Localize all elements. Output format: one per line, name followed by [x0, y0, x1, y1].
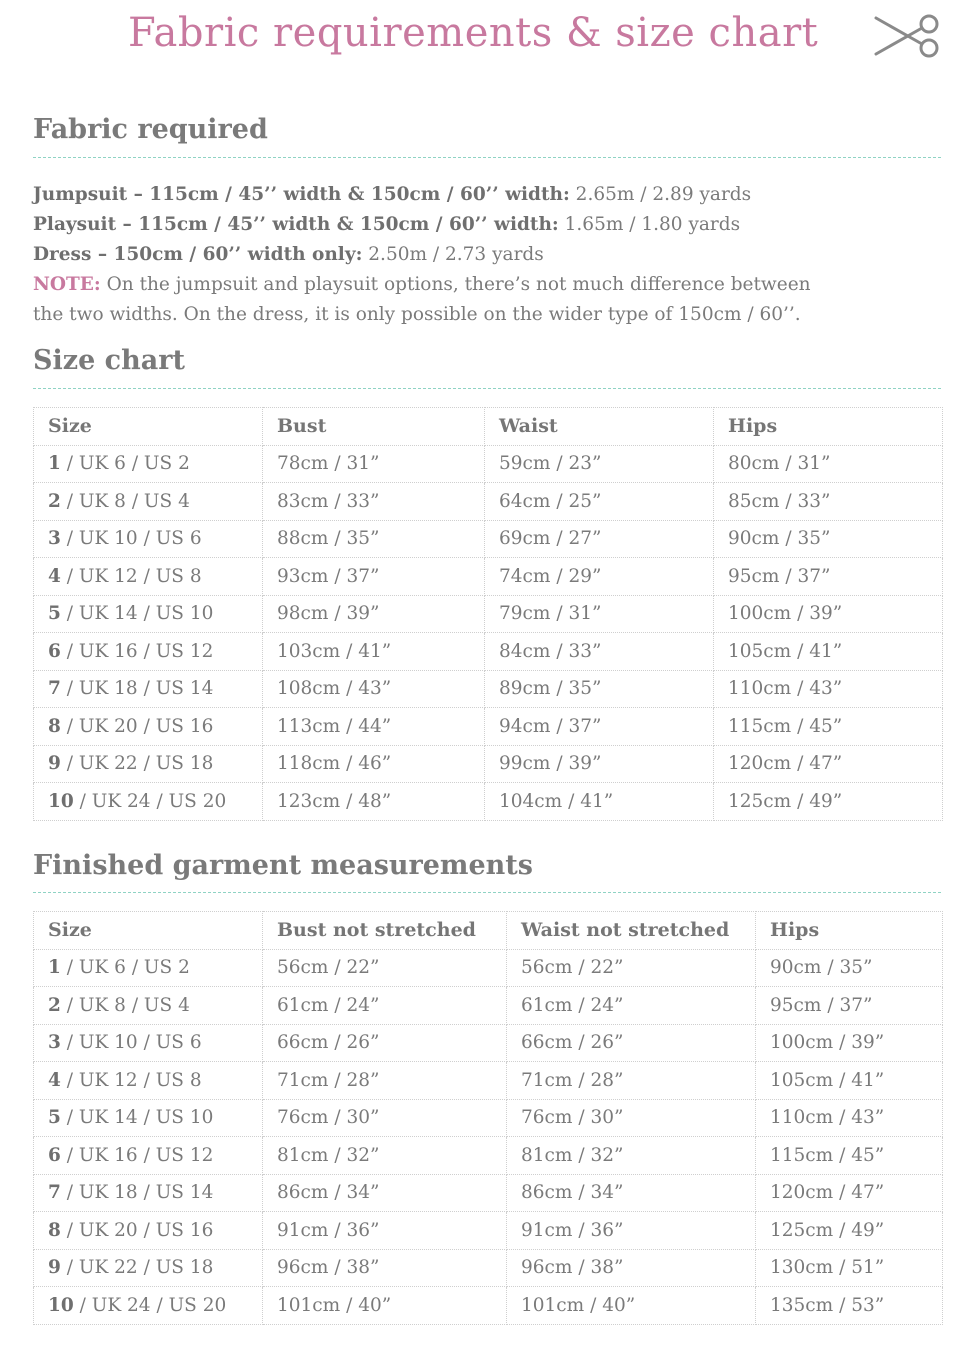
- size-cell: [34, 1062, 263, 1100]
- size-cell: [34, 483, 263, 521]
- size-equivalents: / UK 24 / US 20: [73, 1294, 227, 1316]
- size-equivalents: / UK 16 / US 12: [60, 640, 214, 662]
- waist-cell: 64cm / 25”: [485, 483, 714, 521]
- bust-cell: 108cm / 43”: [263, 670, 485, 708]
- bust-cell: 93cm / 37”: [263, 558, 485, 596]
- hips-cell: 120cm / 47”: [714, 745, 943, 783]
- note-line: [33, 270, 943, 300]
- size-number: 2: [48, 490, 61, 512]
- size-cell: [34, 558, 263, 596]
- size-cell: [34, 708, 263, 746]
- fabric-requirements-text: [33, 180, 943, 330]
- column-header-bust-not-stretched: Bust not stretched: [263, 912, 507, 950]
- size-equivalents: / UK 20 / US 16: [60, 715, 214, 737]
- size-cell: [34, 949, 263, 987]
- waist-cell: 59cm / 23”: [485, 445, 714, 483]
- page-title: Fabric requirements & size chart: [128, 10, 819, 56]
- size-number: 6: [48, 640, 61, 662]
- waist-cell: 99cm / 39”: [485, 745, 714, 783]
- size-cell: [34, 595, 263, 633]
- bust-cell: 81cm / 32”: [263, 1137, 507, 1175]
- size-number: 9: [48, 1257, 61, 1279]
- bust-cell: 83cm / 33”: [263, 483, 485, 521]
- waist-cell: 84cm / 33”: [485, 633, 714, 671]
- size-cell: [34, 520, 263, 558]
- waist-cell: 79cm / 31”: [485, 595, 714, 633]
- bust-cell: 113cm / 44”: [263, 708, 485, 746]
- size-cell: [34, 1137, 263, 1175]
- hips-cell: 130cm / 51”: [756, 1249, 943, 1287]
- bust-cell: 76cm / 30”: [263, 1099, 507, 1137]
- table-row: [34, 1062, 943, 1100]
- size-equivalents: / UK 24 / US 20: [73, 790, 227, 812]
- waist-cell: 104cm / 41”: [485, 783, 714, 821]
- size-number: 3: [48, 1032, 61, 1054]
- size-number: 5: [48, 1107, 61, 1129]
- bust-cell: 118cm / 46”: [263, 745, 485, 783]
- hips-cell: 90cm / 35”: [756, 949, 943, 987]
- hips-cell: 105cm / 41”: [714, 633, 943, 671]
- size-number: 7: [48, 1182, 61, 1204]
- waist-cell: 56cm / 22”: [507, 949, 756, 987]
- size-number: 4: [48, 565, 61, 587]
- waist-cell: 91cm / 36”: [507, 1212, 756, 1250]
- table-row: [34, 1212, 943, 1250]
- size-number: 1: [48, 453, 61, 475]
- size-number: 8: [48, 715, 61, 737]
- hips-cell: 120cm / 47”: [756, 1174, 943, 1212]
- table-row: [34, 1137, 943, 1175]
- hips-cell: 115cm / 45”: [756, 1137, 943, 1175]
- table-row: [34, 520, 943, 558]
- hips-cell: 135cm / 53”: [756, 1287, 943, 1325]
- size-equivalents: / UK 10 / US 6: [60, 528, 202, 550]
- size-equivalents: / UK 14 / US 10: [60, 1107, 214, 1129]
- table-header-row: [34, 912, 943, 950]
- fabric-line-label: Jumpsuit – 115cm / 45’’ width & 150cm / 60’’ width:: [33, 184, 570, 205]
- waist-cell: 81cm / 32”: [507, 1137, 756, 1175]
- fabric-line-label: Dress – 150cm / 60’’ width only:: [33, 244, 363, 265]
- bust-cell: 91cm / 36”: [263, 1212, 507, 1250]
- bust-cell: 61cm / 24”: [263, 987, 507, 1025]
- fabric-required-heading: Fabric required: [33, 114, 268, 145]
- size-number: 6: [48, 1144, 61, 1166]
- fabric-line-value: 1.65m / 1.80 yards: [558, 214, 741, 235]
- table-row: [34, 745, 943, 783]
- fabric-line-value: 2.50m / 2.73 yards: [362, 244, 544, 265]
- bust-cell: 66cm / 26”: [263, 1024, 507, 1062]
- hips-cell: 95cm / 37”: [756, 987, 943, 1025]
- hips-cell: 105cm / 41”: [756, 1062, 943, 1100]
- hips-cell: 125cm / 49”: [714, 783, 943, 821]
- size-cell: [34, 1099, 263, 1137]
- table-row: [34, 445, 943, 483]
- section-divider: [33, 388, 941, 389]
- table-row: [34, 708, 943, 746]
- column-header-bust: Bust: [263, 408, 485, 446]
- table-header-row: [34, 408, 943, 446]
- column-header-hips: Hips: [714, 408, 943, 446]
- column-header-size: Size: [34, 408, 263, 446]
- hips-cell: 100cm / 39”: [756, 1024, 943, 1062]
- size-equivalents: / UK 12 / US 8: [60, 1069, 202, 1091]
- bust-cell: 98cm / 39”: [263, 595, 485, 633]
- size-number: 8: [48, 1219, 61, 1241]
- table-row: [34, 783, 943, 821]
- size-number: 9: [48, 753, 61, 775]
- size-number: 3: [48, 528, 61, 550]
- table-row: [34, 670, 943, 708]
- size-number: 2: [48, 994, 61, 1016]
- section-divider: [33, 892, 941, 893]
- column-header-hips: Hips: [756, 912, 943, 950]
- table-row: [34, 1024, 943, 1062]
- table-row: [34, 1249, 943, 1287]
- fabric-line-value: 2.65m / 2.89 yards: [569, 184, 752, 205]
- table-row: [34, 1099, 943, 1137]
- size-equivalents: / UK 22 / US 18: [60, 753, 214, 775]
- scissors-icon: [872, 12, 942, 60]
- hips-cell: 80cm / 31”: [714, 445, 943, 483]
- fabric-line-playsuit: [33, 210, 943, 240]
- size-number: 7: [48, 678, 61, 700]
- waist-cell: 86cm / 34”: [507, 1174, 756, 1212]
- size-cell: [34, 633, 263, 671]
- column-header-waist-not-stretched: Waist not stretched: [507, 912, 756, 950]
- table-row: [34, 558, 943, 596]
- size-cell: [34, 1174, 263, 1212]
- hips-cell: 110cm / 43”: [756, 1099, 943, 1137]
- bust-cell: 101cm / 40”: [263, 1287, 507, 1325]
- table-row: [34, 1174, 943, 1212]
- size-cell: [34, 987, 263, 1025]
- size-cell: [34, 783, 263, 821]
- size-equivalents: / UK 18 / US 14: [60, 1182, 214, 1204]
- size-equivalents: / UK 16 / US 12: [60, 1144, 214, 1166]
- size-cell: [34, 745, 263, 783]
- table-row: [34, 949, 943, 987]
- waist-cell: 61cm / 24”: [507, 987, 756, 1025]
- size-chart-table: [33, 407, 943, 821]
- table-row: [34, 1287, 943, 1325]
- fabric-line-dress: [33, 240, 943, 270]
- size-equivalents: / UK 8 / US 4: [60, 994, 190, 1016]
- waist-cell: 69cm / 27”: [485, 520, 714, 558]
- bust-cell: 71cm / 28”: [263, 1062, 507, 1100]
- waist-cell: 96cm / 38”: [507, 1249, 756, 1287]
- size-cell: [34, 1249, 263, 1287]
- fabric-line-label: Playsuit – 115cm / 45’’ width & 150cm / 60’’ width:: [33, 214, 559, 235]
- table-row: [34, 483, 943, 521]
- size-number: 5: [48, 603, 61, 625]
- section-divider: [33, 157, 941, 158]
- size-equivalents: / UK 8 / US 4: [60, 490, 190, 512]
- size-cell: [34, 670, 263, 708]
- hips-cell: 115cm / 45”: [714, 708, 943, 746]
- size-equivalents: / UK 18 / US 14: [60, 678, 214, 700]
- hips-cell: 110cm / 43”: [714, 670, 943, 708]
- table-row: [34, 633, 943, 671]
- size-number: 10: [48, 1294, 74, 1316]
- waist-cell: 89cm / 35”: [485, 670, 714, 708]
- bust-cell: 103cm / 41”: [263, 633, 485, 671]
- note-text: On the jumpsuit and playsuit options, there’s not much difference between: [100, 274, 811, 295]
- waist-cell: 101cm / 40”: [507, 1287, 756, 1325]
- column-header-size: Size: [34, 912, 263, 950]
- table-row: [34, 595, 943, 633]
- hips-cell: 90cm / 35”: [714, 520, 943, 558]
- waist-cell: 74cm / 29”: [485, 558, 714, 596]
- waist-cell: 66cm / 26”: [507, 1024, 756, 1062]
- fabric-line-jumpsuit: [33, 180, 943, 210]
- bust-cell: 88cm / 35”: [263, 520, 485, 558]
- size-chart-heading: Size chart: [33, 345, 185, 376]
- hips-cell: 100cm / 39”: [714, 595, 943, 633]
- table-row: [34, 987, 943, 1025]
- note-label: NOTE:: [33, 274, 101, 295]
- size-equivalents: / UK 12 / US 8: [60, 565, 202, 587]
- size-cell: [34, 445, 263, 483]
- waist-cell: 76cm / 30”: [507, 1099, 756, 1137]
- waist-cell: 71cm / 28”: [507, 1062, 756, 1100]
- size-number: 10: [48, 790, 74, 812]
- note-line-continued: the two widths. On the dress, it is only possible on the wider type of 150cm / 60’’.: [33, 304, 801, 325]
- size-equivalents: / UK 22 / US 18: [60, 1257, 214, 1279]
- bust-cell: 96cm / 38”: [263, 1249, 507, 1287]
- bust-cell: 56cm / 22”: [263, 949, 507, 987]
- bust-cell: 86cm / 34”: [263, 1174, 507, 1212]
- size-equivalents: / UK 20 / US 16: [60, 1219, 214, 1241]
- size-number: 1: [48, 957, 61, 979]
- waist-cell: 94cm / 37”: [485, 708, 714, 746]
- finished-garment-heading: Finished garment measurements: [33, 850, 533, 881]
- hips-cell: 95cm / 37”: [714, 558, 943, 596]
- size-equivalents: / UK 14 / US 10: [60, 603, 214, 625]
- size-cell: [34, 1024, 263, 1062]
- hips-cell: 85cm / 33”: [714, 483, 943, 521]
- size-cell: [34, 1212, 263, 1250]
- hips-cell: 125cm / 49”: [756, 1212, 943, 1250]
- size-cell: [34, 1287, 263, 1325]
- size-equivalents: / UK 6 / US 2: [60, 453, 190, 475]
- size-equivalents: / UK 10 / US 6: [60, 1032, 202, 1054]
- size-equivalents: / UK 6 / US 2: [60, 957, 190, 979]
- column-header-waist: Waist: [485, 408, 714, 446]
- size-number: 4: [48, 1069, 61, 1091]
- bust-cell: 123cm / 48”: [263, 783, 485, 821]
- bust-cell: 78cm / 31”: [263, 445, 485, 483]
- finished-garment-table: [33, 911, 943, 1325]
